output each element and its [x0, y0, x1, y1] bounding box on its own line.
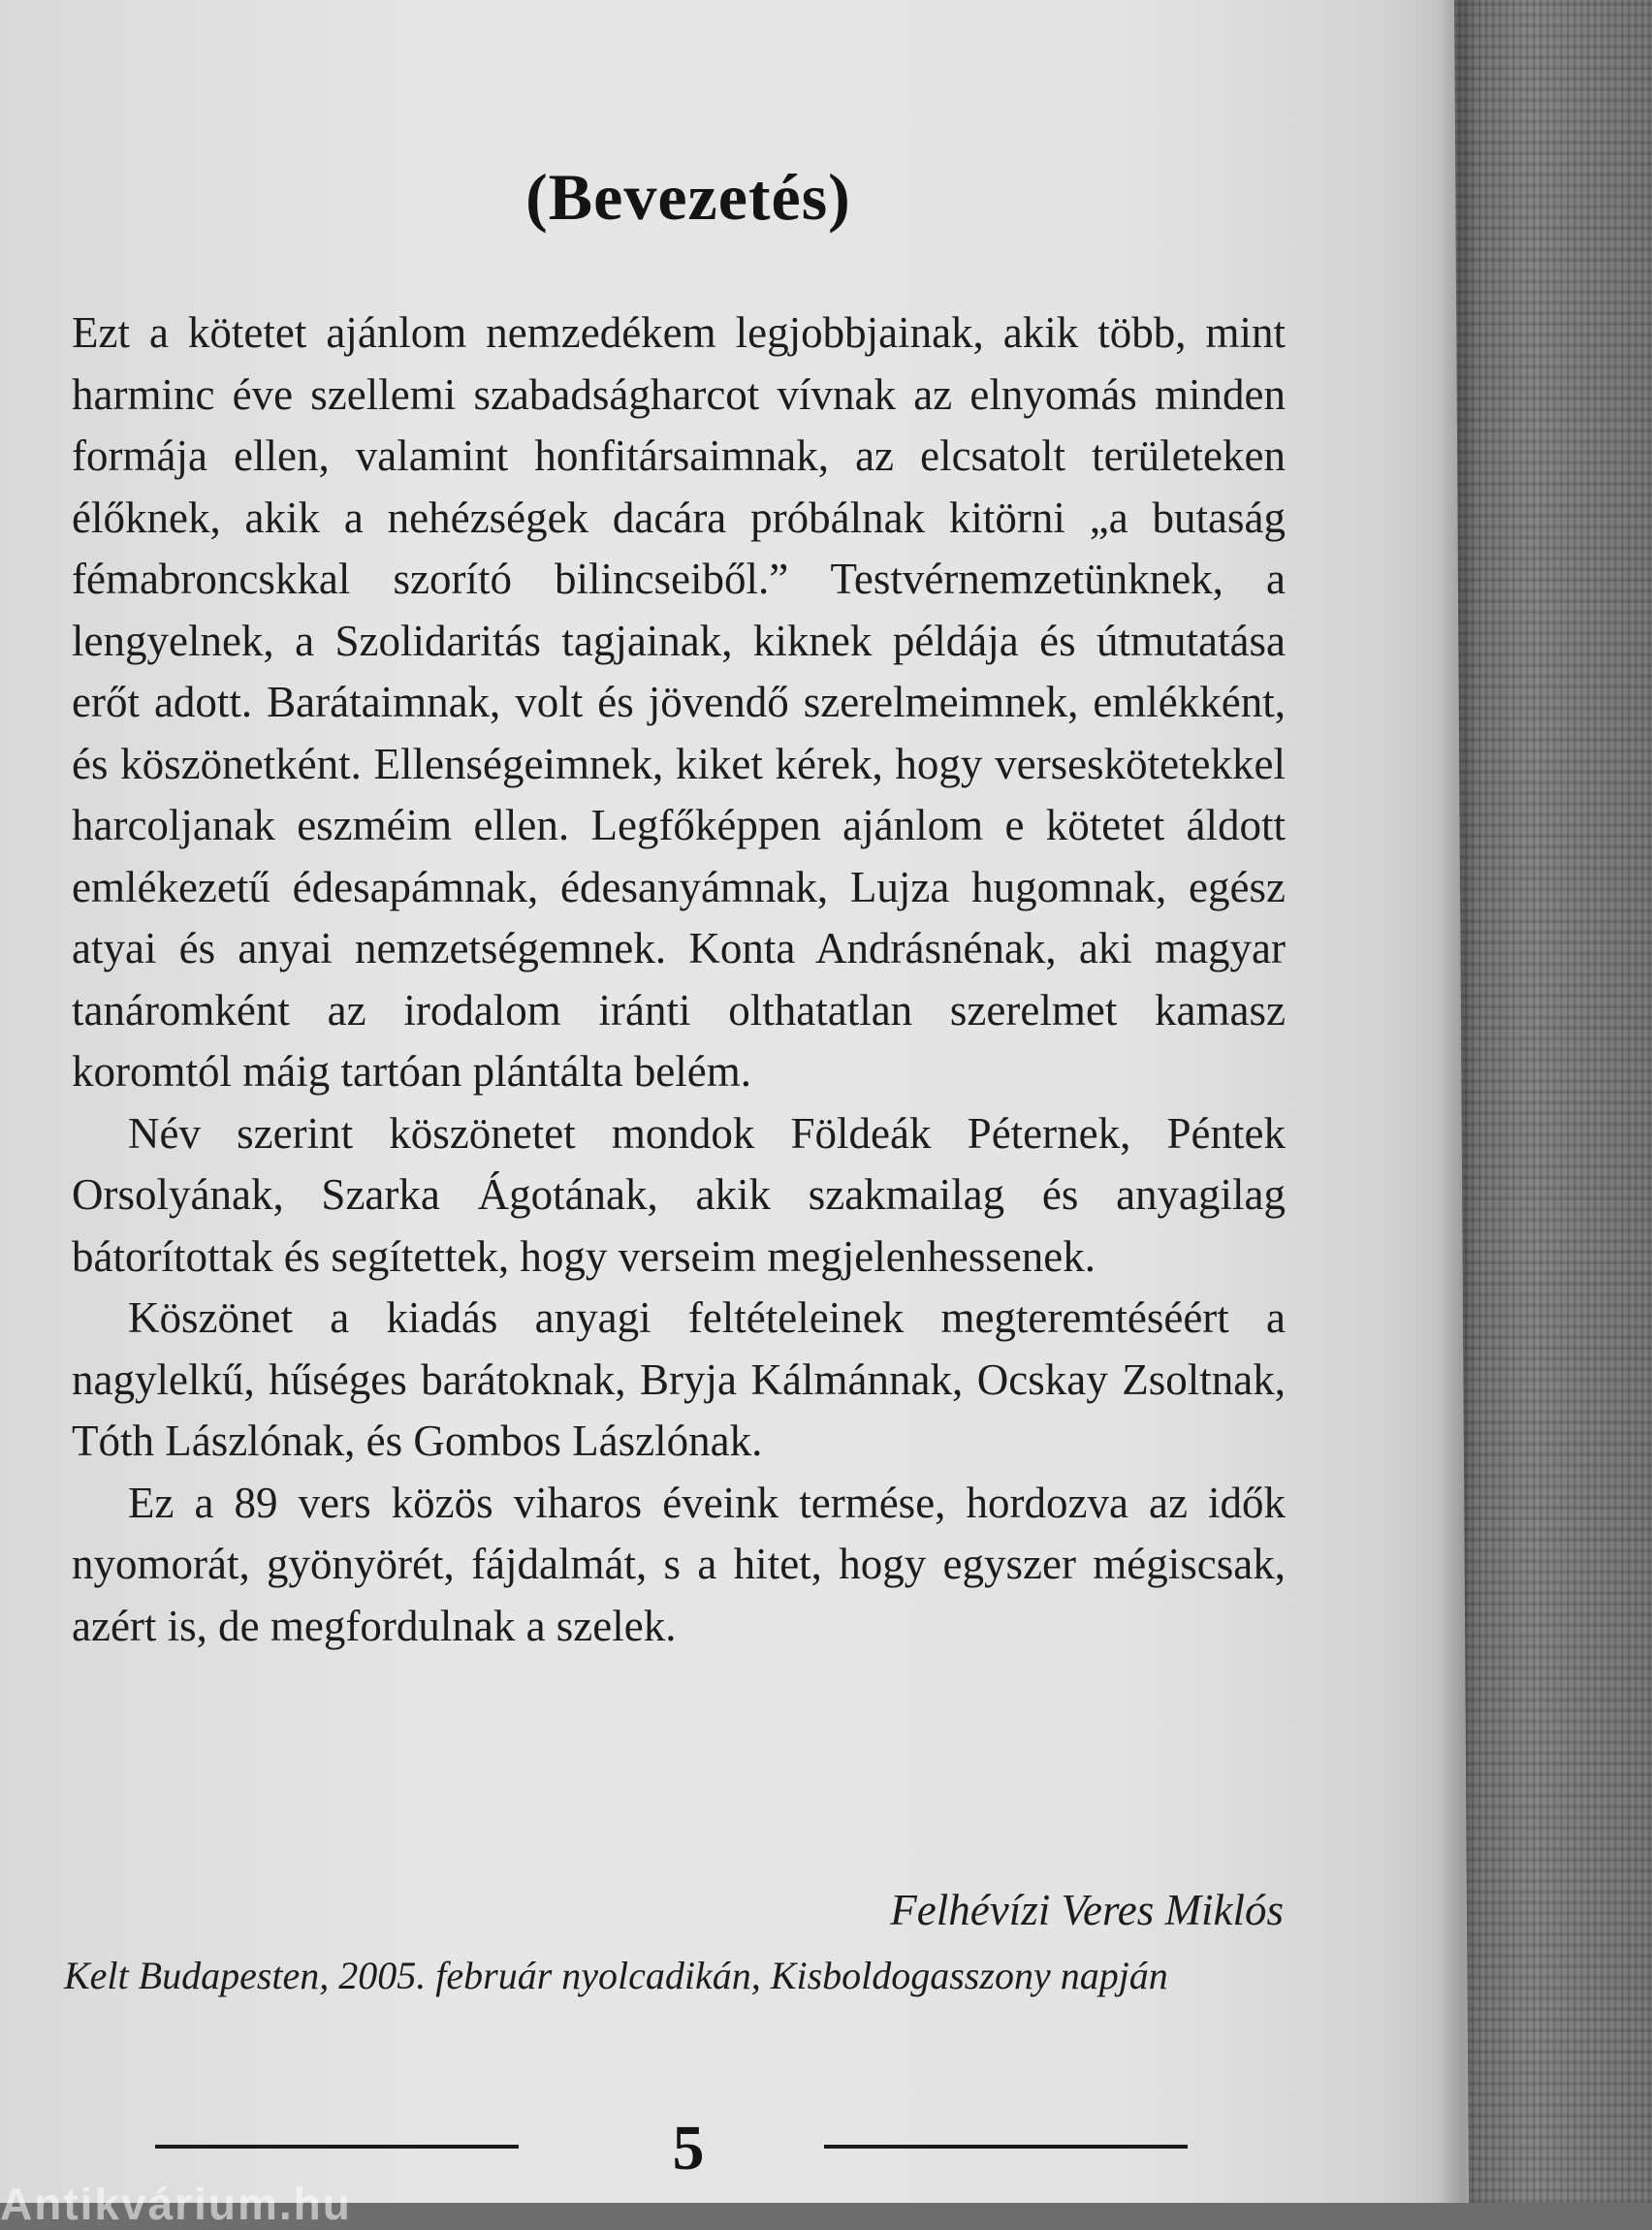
background-surface: [1445, 0, 1652, 2203]
page-title: (Bevezetés): [525, 159, 851, 234]
paragraph-thanks-names: Név szerint köszönetet mondok Földeák Péternek, Péntek Orsolyának, Szarka Ágotának, akik szakmailag és anyagilag bátorítottak és segítettek, hogy verseim megjelenhessenek.: [72, 1108, 1286, 1281]
footer-rule-right: [824, 2145, 1188, 2149]
place-and-date: Kelt Budapesten, 2005. február nyolcadikán, Kisboldogasszony napján: [64, 1954, 1168, 1997]
page-edge-shadow: [1437, 0, 1476, 2203]
paragraph-thanks-publishing: Köszönet a kiadás anyagi feltételeinek megteremtéséért a nagylelkű, hűséges barátoknak, Bryja Kálmánnak, Ocskay Zsoltnak, Tóth Lászlónak, és Gombos Lászlónak.: [72, 1293, 1286, 1465]
watermark-text: Antikvárium.hu: [0, 2179, 352, 2229]
author-signature: Felhévízi Veres Miklós: [890, 1886, 1284, 1934]
page-number: 5: [672, 2113, 705, 2183]
footer-rule-left: [155, 2145, 519, 2149]
paragraph-closing: Ez a 89 vers közös viharos éveink termése, hordozva az idők nyomorát, gyönyörét, fájdalmát, s a hitet, hogy egyszer mégiscsak, azért is, de megfordulnak a szelek.: [72, 1478, 1286, 1650]
paragraph-dedication: Ezt a kötetet ajánlom nemzedékem legjobbjainak, akik több, mint harminc éve szellemi szabadságharcot vívnak az elnyomás minden formája ellen, valamint honfitársaimnak, az elcsatolt területeken élőknek, akik a nehézségek dacára próbálnak kitörni „a butaság fémabroncskkal szorító bilincseiből.” Testvérnemzetünknek, a lengyelnek, a Szolidaritás tagjainak, kiknek példája és útmutatása erőt adott. Barátaimnak, volt és jövendő szerelmeimnek, emlékként, és köszönetként. Ellenségeimnek, kiket kérek, hogy verseskötetekkel harcoljanak eszméim ellen. Legfőképpen ajánlom e kötetet áldott emlékezetű édesapámnak, édesanyámnak, Lujza hugomnak, egész atyai és anyai nemzetségemnek. Konta Andrásnénak, aki magyar tanáromként az irodalom iránti olthatatlan szerelmet kamasz koromtól máig tartóan plántálta belém.: [72, 308, 1286, 1096]
introduction-text: [72, 303, 1286, 1657]
